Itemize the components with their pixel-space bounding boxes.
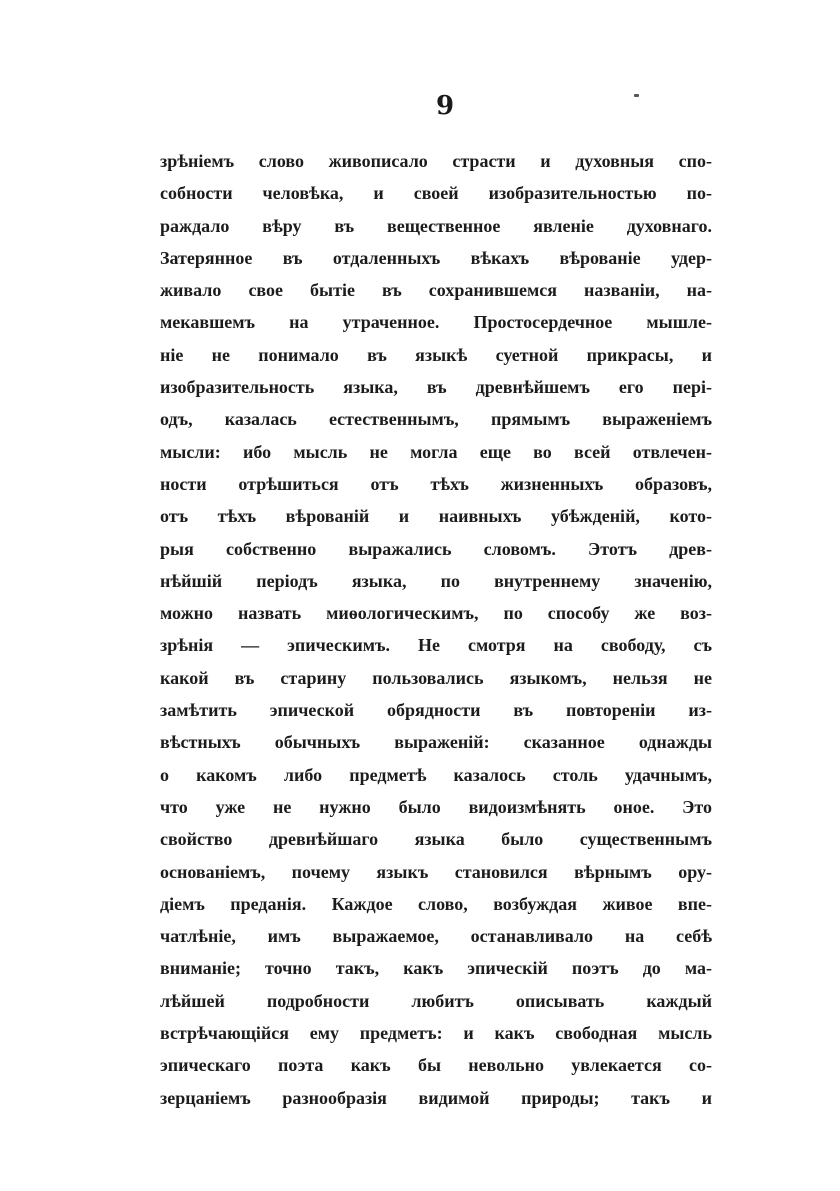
page-number: 9 (435, 91, 455, 121)
text-line: свойство древнѣйшаго языка было существеннымъ (160, 829, 712, 850)
text-line: зрѣніемъ слово живописало страсти и духовныя спо- (160, 151, 712, 171)
text-line: вниманіе; точно такъ, какъ эпическій поэтъ до ма- (160, 958, 712, 979)
text-line: отъ тѣхъ вѣрованій и наивныхъ убѣжденій, кото- (160, 506, 712, 527)
text-line: зрѣнія — эпическимъ. Не смотря на свободу, съ (160, 635, 712, 656)
text-line: изобразительность языка, въ древнѣйшемъ его пері- (160, 377, 712, 398)
text-line: лѣйшей подробности любитъ описывать каждый (160, 990, 712, 1011)
text-line: ніе не понимало въ языкѣ суетной прикрасы, и (160, 344, 712, 365)
text-line: собности человѣка, и своей изобразительностью по- (160, 183, 712, 204)
text-line: о какомъ либо предметѣ казалось столь удачнымъ, (160, 764, 712, 785)
text-line: Затерянное въ отдаленныхъ вѣкахъ вѣрованіе удер- (160, 247, 712, 268)
text-line: ности отрѣшиться отъ тѣхъ жизненныхъ образовъ, (160, 473, 712, 494)
text-line: мекавшемъ на утраченное. Простосердечное мышле- (160, 312, 712, 333)
text-line: одъ, казалась естественнымъ, прямымъ выраженіемъ (160, 409, 712, 430)
text-line: замѣтить эпической обрядности въ повтореніи из- (160, 700, 712, 721)
text-line: эпическаго поэта какъ бы невольно увлекается со- (160, 1055, 712, 1076)
text-line: какой въ старину пользовались языкомъ, нельзя не (160, 667, 712, 688)
body-text (160, 145, 712, 1114)
text-line: можно назвать миѳологическимъ, по способу же воз- (160, 603, 712, 624)
text-line: рыя собственно выражались словомъ. Этотъ древ- (160, 538, 712, 559)
text-line: зерцаніемъ разнообразія видимой природы; такъ и (160, 1087, 712, 1108)
text-line: живало свое бытіе въ сохранившемся названіи, на- (160, 280, 712, 301)
text-line: встрѣчающійся ему предметъ: и какъ свободная мысль (160, 1023, 712, 1044)
text-line: раждало вѣру въ вещественное явленіе духовнаго. (160, 215, 712, 236)
text-line: вѣстныхъ обычныхъ выраженій: сказанное однажды (160, 732, 712, 753)
text-line: діемъ преданія. Каждое слово, возбуждая живое впе- (160, 893, 712, 914)
text-line: мысли: ибо мысль не могла еще во всей отвлечен- (160, 441, 712, 462)
text-line: нѣйшій періодъ языка, по внутреннему значенію, (160, 570, 712, 591)
text-line: основаніемъ, почему языкъ становился вѣрнымъ ору- (160, 861, 712, 882)
text-line: что уже не нужно было видоизмѣнять оное. Это (160, 796, 712, 817)
text-line: чатлѣніе, имъ выражаемое, останавливало на себѣ (160, 926, 712, 947)
